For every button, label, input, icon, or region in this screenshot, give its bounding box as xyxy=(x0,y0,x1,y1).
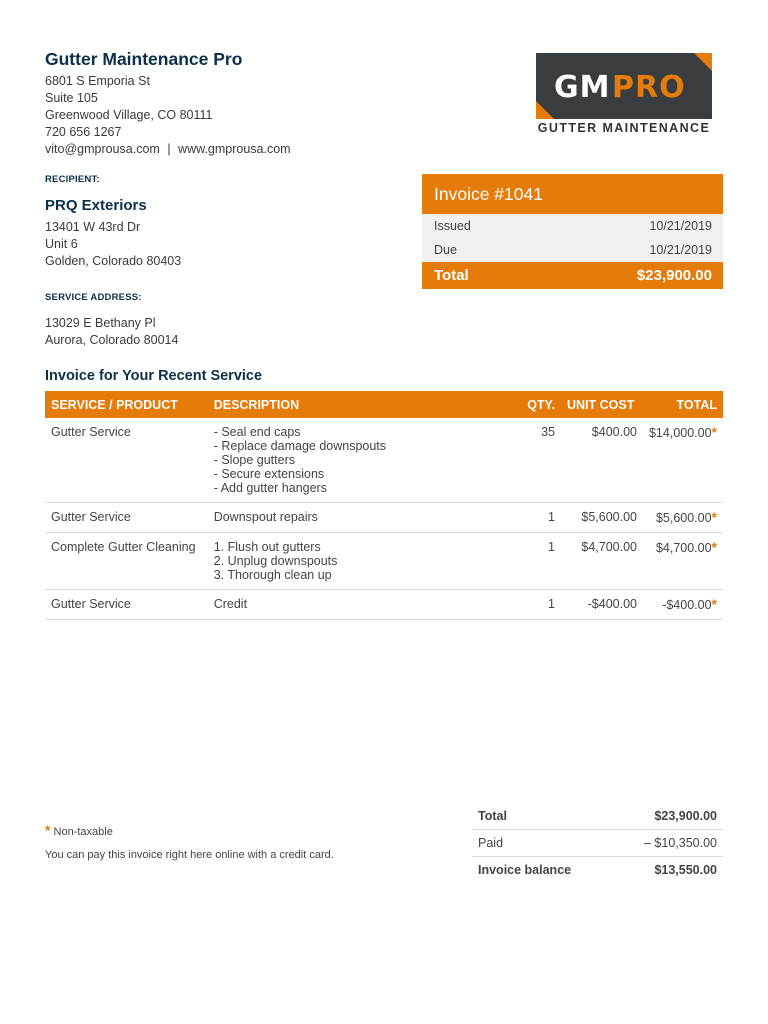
total-cell xyxy=(643,590,723,620)
service-cell: Gutter Service xyxy=(45,503,208,533)
description-cell xyxy=(208,418,494,503)
total-cell xyxy=(643,418,723,503)
table-row xyxy=(45,533,723,590)
summary-balance-value: $13,550.00 xyxy=(654,863,717,877)
summary-paid-value: – $10,350.00 xyxy=(611,830,723,857)
summary-total-label: Total xyxy=(472,803,611,830)
invoice-total-label: Total xyxy=(434,267,469,284)
description-line: 3. Thorough clean up xyxy=(213,568,332,582)
non-taxable-note xyxy=(45,822,113,838)
company-phone: 720 656 1267 xyxy=(45,125,122,139)
recipient-address-line: Golden, Colorado 80403 xyxy=(45,254,182,268)
invoice-due-row xyxy=(422,238,723,262)
company-address xyxy=(45,73,291,158)
service-address-line: Aurora, Colorado 80014 xyxy=(45,333,179,347)
service-address-label: SERVICE ADDRESS: xyxy=(45,292,142,303)
description-line: Downspout repairs xyxy=(213,510,318,524)
column-header-description: DESCRIPTION xyxy=(208,391,494,418)
summary-paid-label: Paid xyxy=(472,830,611,857)
summary-total-value: $23,900.00 xyxy=(611,803,723,830)
column-header-qty: QTY. xyxy=(494,391,561,418)
non-taxable-mark: * xyxy=(711,509,717,525)
total-cell xyxy=(643,503,723,533)
service-cell: Gutter Service xyxy=(45,418,208,503)
company-address-line: Suite 105 xyxy=(45,91,98,105)
invoice-summary-box xyxy=(422,174,723,289)
due-label: Due xyxy=(434,243,457,257)
line-total: -$400.00 xyxy=(662,598,712,612)
table-row xyxy=(45,503,723,533)
invoice-total-row xyxy=(422,262,723,289)
column-header-total: TOTAL xyxy=(643,391,723,418)
unit-cost-cell: $5,600.00 xyxy=(561,503,643,533)
issued-date: 10/21/2019 xyxy=(649,219,712,233)
non-taxable-text: Non-taxable xyxy=(53,826,113,838)
qty-cell: 35 xyxy=(494,418,561,503)
recipient-label: RECIPIENT: xyxy=(45,174,100,185)
logo-text-left: GM xyxy=(554,70,611,105)
summary-paid-row xyxy=(472,830,723,857)
line-total: $14,000.00 xyxy=(648,426,712,440)
company-logo xyxy=(536,53,712,119)
table-row xyxy=(45,590,723,620)
table-row xyxy=(45,418,723,503)
company-address-line: 6801 S Emporia St xyxy=(45,74,150,88)
issued-label: Issued xyxy=(434,219,471,233)
recipient-address xyxy=(45,219,181,270)
description-line: Credit xyxy=(213,597,248,611)
column-header-unit-cost: UNIT COST xyxy=(561,391,643,418)
unit-cost-cell: $400.00 xyxy=(561,418,643,503)
qty-cell: 1 xyxy=(494,590,561,620)
description-cell xyxy=(208,590,494,620)
balance-summary xyxy=(472,803,723,883)
recipient-name: PRQ Exteriors xyxy=(45,197,147,214)
non-taxable-mark: * xyxy=(711,596,717,612)
company-website[interactable]: www.gmprousa.com xyxy=(178,142,291,156)
unit-cost-cell: -$400.00 xyxy=(561,590,643,620)
description-cell xyxy=(208,503,494,533)
service-address xyxy=(45,315,178,349)
payment-note: You can pay this invoice right here online with a credit card. xyxy=(45,849,334,861)
description-line: - Secure extensions xyxy=(213,467,325,481)
recipient-address-line: 13401 W 43rd Dr xyxy=(45,220,141,234)
summary-total-row xyxy=(472,803,723,830)
qty-cell: 1 xyxy=(494,533,561,590)
invoice-issued-row xyxy=(422,214,723,238)
due-date: 10/21/2019 xyxy=(649,243,712,257)
summary-balance-row xyxy=(472,857,723,884)
company-contact xyxy=(45,141,291,158)
description-cell xyxy=(208,533,494,590)
logo-text-right: PRO xyxy=(612,70,686,105)
line-items-table xyxy=(45,391,723,620)
description-line: - Seal end caps xyxy=(213,425,301,439)
description-line: - Add gutter hangers xyxy=(213,481,327,495)
line-total: $4,700.00 xyxy=(655,541,712,555)
company-address-line: Greenwood Village, CO 80111 xyxy=(45,108,213,122)
line-total: $5,600.00 xyxy=(655,511,712,525)
non-taxable-mark: * xyxy=(711,424,717,440)
non-taxable-mark: * xyxy=(45,822,51,838)
description-line: 1. Flush out gutters xyxy=(213,540,321,554)
total-cell xyxy=(643,533,723,590)
non-taxable-mark: * xyxy=(711,539,717,555)
invoice-total-value: $23,900.00 xyxy=(636,267,712,284)
company-name: Gutter Maintenance Pro xyxy=(45,49,243,69)
service-address-line: 13029 E Bethany Pl xyxy=(45,316,156,330)
company-email[interactable]: vito@gmprousa.com xyxy=(45,142,160,156)
description-line: - Slope gutters xyxy=(213,453,295,467)
description-line: 2. Unplug downspouts xyxy=(213,554,338,568)
items-section-title: Invoice for Your Recent Service xyxy=(45,368,263,384)
service-cell: Gutter Service xyxy=(45,590,208,620)
logo-subtitle: GUTTER MAINTENANCE xyxy=(537,121,711,135)
table-header-row xyxy=(45,391,723,418)
contact-separator: | xyxy=(167,142,171,156)
service-cell: Complete Gutter Cleaning xyxy=(45,533,208,590)
qty-cell: 1 xyxy=(494,503,561,533)
recipient-address-line: Unit 6 xyxy=(45,237,78,251)
summary-balance-label: Invoice balance xyxy=(478,863,572,877)
invoice-number: Invoice #1041 xyxy=(422,174,723,214)
column-header-service: SERVICE / PRODUCT xyxy=(45,391,208,418)
description-line: - Replace damage downspouts xyxy=(213,439,387,453)
unit-cost-cell: $4,700.00 xyxy=(561,533,643,590)
